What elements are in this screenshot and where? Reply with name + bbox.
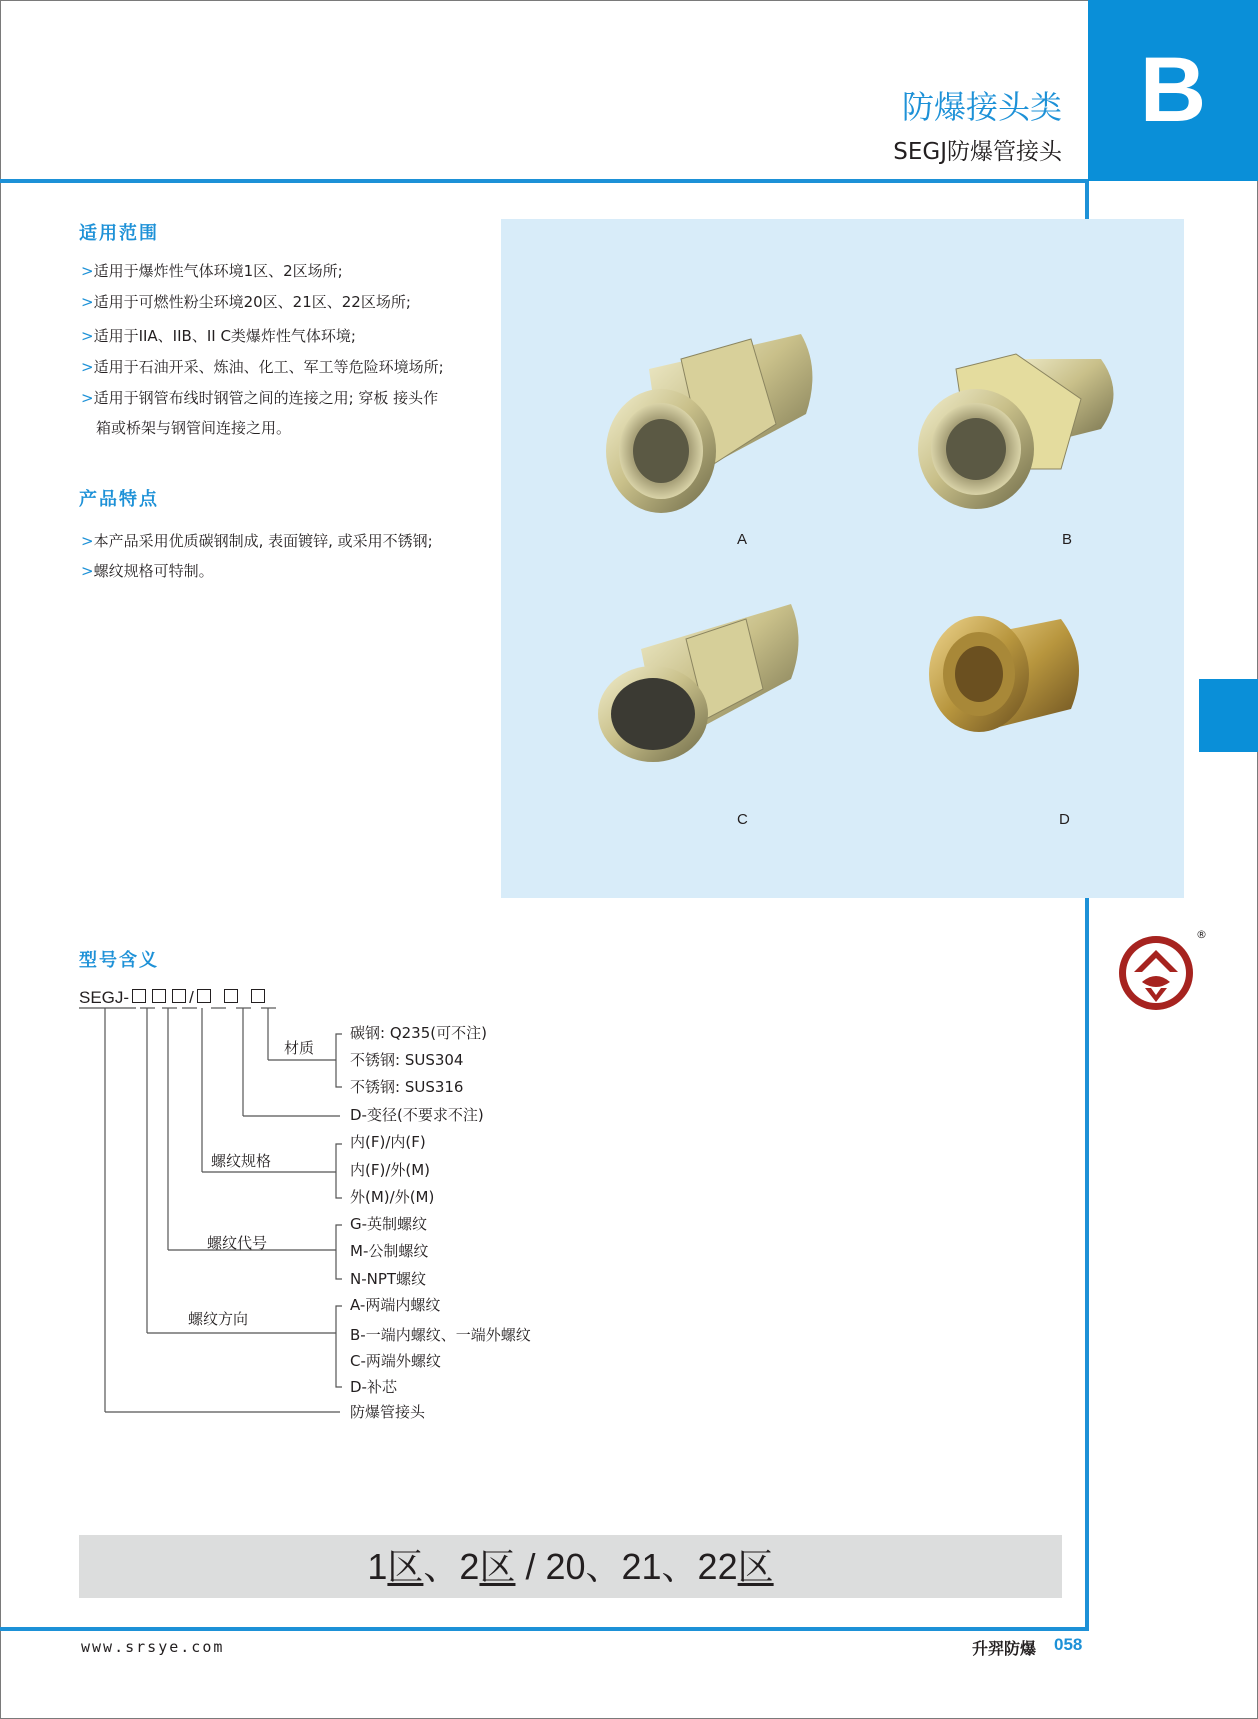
banner-part: / 20、21、22 bbox=[515, 1546, 738, 1587]
option-text: 不锈钢: SUS304 bbox=[350, 1051, 464, 1069]
scope-list bbox=[81, 256, 444, 443]
option-text: 碳钢: Q235(可不注) bbox=[350, 1024, 487, 1042]
scope-item-text: 适用于钢管布线时钢管之间的连接之用; 穿板 接头作 bbox=[93, 389, 439, 407]
feature-item bbox=[81, 556, 433, 586]
banner-zone: 区 bbox=[737, 1546, 774, 1587]
bullet-mark: > bbox=[81, 327, 94, 345]
fitting-a-image bbox=[606, 334, 812, 513]
scope-item-text: 适用于爆炸性气体环境1区、2区场所; bbox=[93, 262, 343, 280]
section-letter-tab: B bbox=[1088, 0, 1258, 181]
banner-part: 、2 bbox=[423, 1546, 480, 1587]
footer-rule bbox=[0, 1627, 1089, 1631]
fitting-c-image bbox=[598, 604, 799, 762]
zone-banner bbox=[79, 1535, 1062, 1598]
bullet-mark: > bbox=[81, 293, 94, 311]
side-index-tab bbox=[1199, 679, 1258, 752]
model-prefix: SEGJ- bbox=[79, 988, 130, 1007]
registered-mark: ® bbox=[1196, 928, 1207, 941]
feature-item bbox=[81, 526, 433, 556]
fitting-d-image bbox=[929, 616, 1079, 732]
brand-logo bbox=[1112, 928, 1207, 1014]
category-title: 防爆接头类 bbox=[901, 88, 1062, 126]
scope-item bbox=[81, 352, 444, 383]
scope-item bbox=[81, 287, 444, 321]
option-text: 防爆管接头 bbox=[350, 1403, 426, 1421]
code-slot bbox=[152, 989, 166, 1003]
option-text: A-两端内螺纹 bbox=[350, 1296, 441, 1314]
scope-item bbox=[81, 383, 444, 413]
code-slot bbox=[132, 989, 146, 1003]
scope-item-continuation bbox=[81, 413, 444, 443]
banner-zone: 区 bbox=[479, 1546, 516, 1587]
scope-item-text: 箱或桥架与钢管间连接之用。 bbox=[96, 419, 292, 437]
scope-item-text: 适用于IIA、IIB、II C类爆炸性气体环境; bbox=[93, 327, 356, 345]
group-label-thread-direction: 螺纹方向 bbox=[188, 1310, 249, 1328]
header-rule bbox=[0, 179, 1088, 183]
features-heading: 产品特点 bbox=[79, 489, 159, 510]
bullet-mark: > bbox=[81, 262, 94, 280]
features-list bbox=[81, 526, 433, 586]
scope-item bbox=[81, 256, 444, 287]
banner-zone: 区 bbox=[387, 1546, 424, 1587]
scope-item-text: 适用于石油开采、炼油、化工、军工等危险环境场所; bbox=[93, 358, 444, 376]
scope-item-text: 适用于可燃性粉尘环境20区、21区、22区场所; bbox=[93, 293, 411, 311]
footer-brand: 升羿防爆 bbox=[972, 1639, 1037, 1658]
feature-item-text: 本产品采用优质碳钢制成, 表面镀锌, 或采用不锈钢; bbox=[93, 532, 433, 550]
feature-item-text: 螺纹规格可特制。 bbox=[93, 562, 214, 580]
product-title: SEGJ防爆管接头 bbox=[893, 139, 1062, 165]
model-code bbox=[79, 988, 268, 1008]
option-text: 内(F)/内(F) bbox=[350, 1133, 426, 1151]
code-slot bbox=[224, 989, 238, 1003]
group-label-thread-spec: 螺纹规格 bbox=[211, 1152, 272, 1170]
code-slot bbox=[172, 989, 186, 1003]
product-photo-panel bbox=[501, 219, 1184, 898]
page-number: 058 bbox=[1054, 1635, 1083, 1654]
photo-label-d: D bbox=[1059, 811, 1070, 828]
scope-heading: 适用范围 bbox=[79, 223, 159, 244]
option-text: C-两端外螺纹 bbox=[350, 1352, 441, 1370]
group-label-material: 材质 bbox=[284, 1039, 315, 1057]
option-text: G-英制螺纹 bbox=[350, 1215, 428, 1233]
option-text: 外(M)/外(M) bbox=[350, 1188, 435, 1206]
product-photos bbox=[501, 219, 1184, 898]
banner-part: 1 bbox=[367, 1546, 388, 1587]
group-label-thread-code: 螺纹代号 bbox=[207, 1234, 268, 1252]
code-slot bbox=[251, 989, 265, 1003]
brand-logo-mark bbox=[1112, 932, 1202, 1014]
code-slash: / bbox=[189, 988, 194, 1007]
bullet-mark: > bbox=[81, 532, 94, 550]
option-text: 内(F)/外(M) bbox=[350, 1161, 431, 1179]
model-heading: 型号含义 bbox=[79, 950, 159, 971]
code-slot bbox=[197, 989, 211, 1003]
bullet-mark: > bbox=[81, 562, 94, 580]
fitting-b-image bbox=[918, 354, 1114, 509]
option-text: B-一端内螺纹、一端外螺纹 bbox=[350, 1326, 531, 1344]
option-text: M-公制螺纹 bbox=[350, 1242, 429, 1260]
photo-label-c: C bbox=[737, 811, 748, 828]
scope-item bbox=[81, 321, 444, 352]
option-text: D-补芯 bbox=[350, 1378, 397, 1396]
option-text: 不锈钢: SUS316 bbox=[350, 1078, 464, 1096]
photo-label-a: A bbox=[737, 531, 748, 548]
bullet-mark: > bbox=[81, 389, 94, 407]
option-text: N-NPT螺纹 bbox=[350, 1270, 427, 1288]
footer-website: www.srsye.com bbox=[81, 1638, 225, 1656]
option-text: D-变径(不要求不注) bbox=[350, 1106, 484, 1124]
bullet-mark: > bbox=[81, 358, 94, 376]
photo-label-b: B bbox=[1062, 531, 1073, 548]
